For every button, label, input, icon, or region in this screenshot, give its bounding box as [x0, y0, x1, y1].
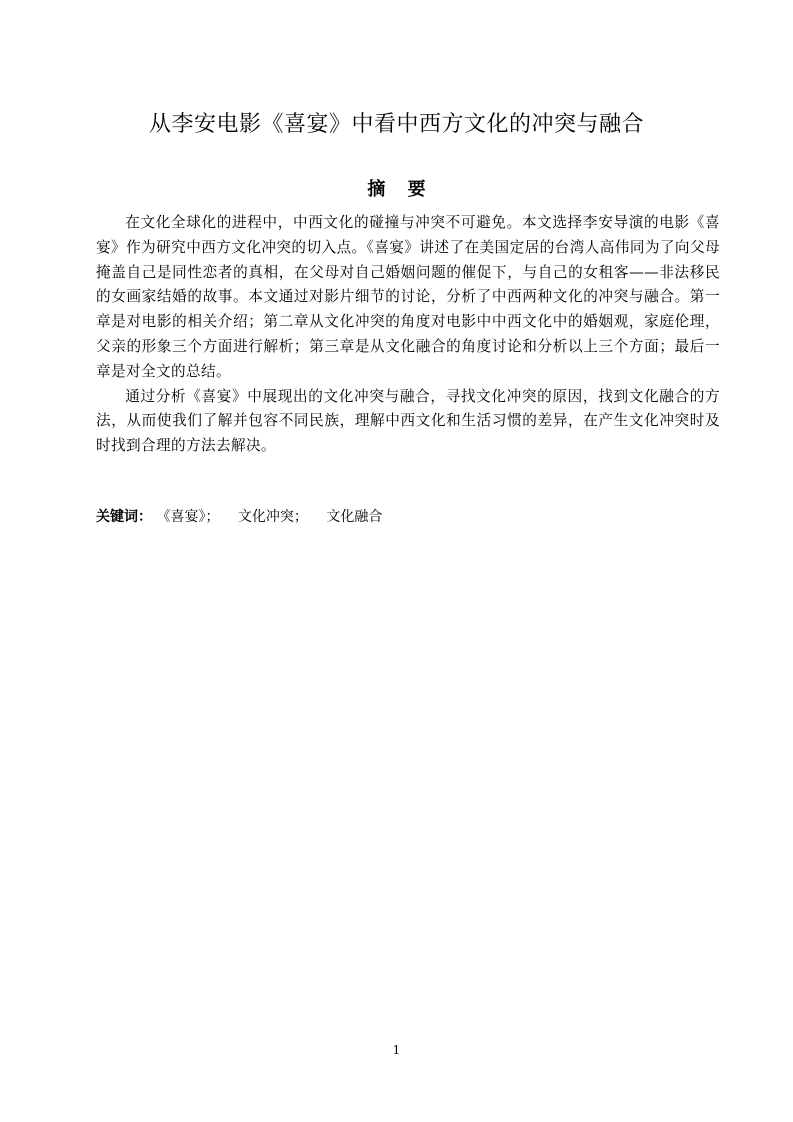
keyword-item: 文化冲突；: [237, 509, 308, 525]
keyword-item: 《喜宴》；: [156, 509, 220, 525]
keywords-label: 关键词：: [96, 509, 152, 525]
abstract-paragraph-2: 通过分析《喜宴》中展现出的文化冲突与融合，寻找文化冲突的原因，找到文化融合的方法，从而使我们了解并包容不同民族，理解中西文化和生活习惯的差异，在产生文化冲突时及时找到合理的方法去解决。: [96, 387, 720, 455]
abstract-heading: 摘 要: [367, 179, 434, 200]
document-title: 从李安电影《喜宴》中看中西方文化的冲突与融合: [148, 112, 644, 137]
page-number: 1: [392, 1043, 401, 1057]
keyword-item: 文化融合: [326, 509, 383, 525]
keywords-line: [96, 505, 396, 529]
abstract-body: [96, 211, 720, 459]
abstract-paragraph-1: 在文化全球化的进程中，中西文化的碰撞与冲突不可避免。本文选择李安导演的电影《喜宴》作为研究中西方文化冲突的切入点。《喜宴》讲述了在美国定居的台湾人高伟同为了向父母掩盖自己是同性恋者的真相，在父母对自己婚姻问题的催促下，与自己的女租客——非法移民的女画家结婚的故事。本文通过对影片细节的讨论，分析了中西两种文化的冲突与融合。第一章是对电影的相关介绍；第二章从文化冲突的角度对电影中中西文化中的婚姻观，家庭伦理，父亲的形象三个方面进行解析；第三章是从文化融合的角度讨论和分析以上三个方面；最后一章是对全文的总结。: [96, 214, 720, 380]
